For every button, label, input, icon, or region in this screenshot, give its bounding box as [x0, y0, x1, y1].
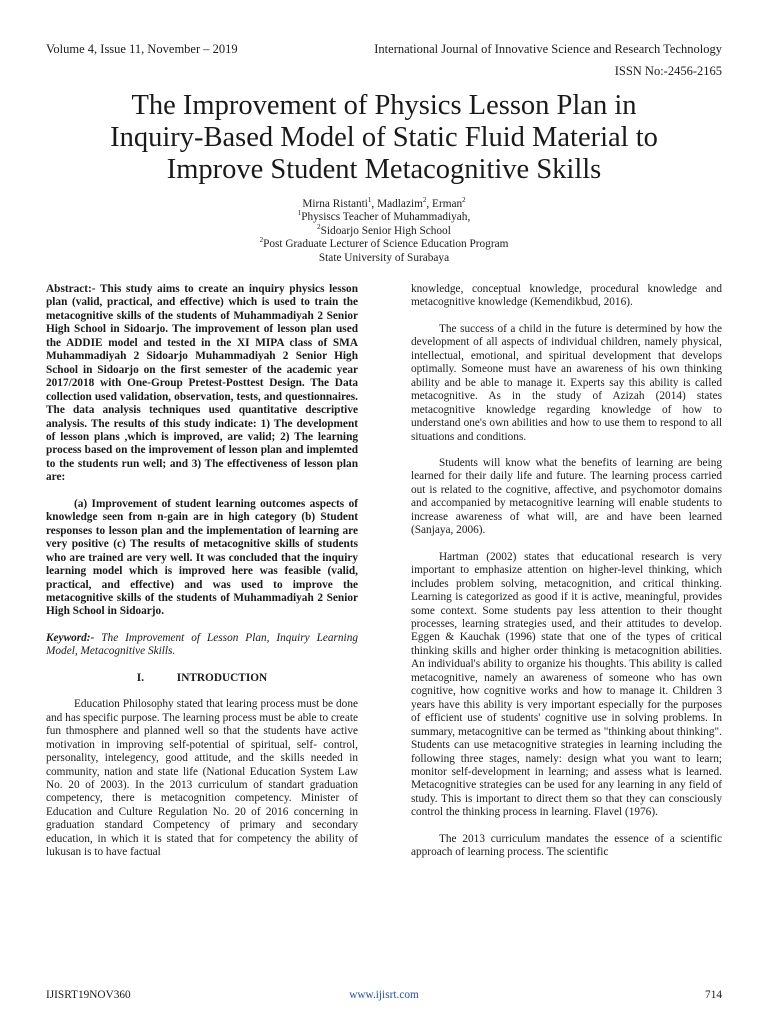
affiliation-1 [0, 211, 768, 224]
section-heading-introduction [46, 672, 358, 685]
header-issn: ISSN No:-2456-2165 [614, 64, 722, 78]
affiliation-2-sup: 2 [259, 236, 264, 245]
affiliation-1-sup: 1 [297, 209, 302, 218]
affiliation-1b-sup: 2 [317, 223, 321, 232]
author-names: Mirna Ristanti$^1$, Madlazim$^2$, Erman$^2$ [302, 196, 466, 210]
keywords-text: The Improvement of Lesson Plan, Inquiry Learning Model, Metacognitive Skills. [46, 631, 358, 658]
right-column [411, 283, 722, 860]
author-2: Madlazim [377, 198, 423, 210]
affiliation-1-text: Physiscs Teacher of Muhammadiyah, [301, 211, 471, 224]
keywords [46, 632, 358, 659]
author-2-sup: 2 [422, 196, 427, 205]
author-1: Mirna Ristanti [302, 198, 368, 210]
title-line-2: Inquiry-Based Model of Static Fluid Material to [110, 122, 658, 153]
author-1-sup: 1 [367, 196, 372, 205]
left-column [46, 283, 358, 860]
right-paragraph-1: The success of a child in the future is determined by how the development of all aspects of individual children, namely physical, intellectual, emotional, and spiritual development that develops optimally. Someone must have an awareness of his own thinking ability and be able to manage it. Experts say this ability is called metacognitive. As in the study of Azizah (2014) states metacognitive knowledge regarding knowledge of how to understand one's own abilities and how to use them to respond to all situations and conditions. [411, 322, 722, 443]
right-paragraph-0: knowledge, conceptual knowledge, procedural knowledge and metacognitive knowledge (Kemendikbud, 2016). [411, 283, 722, 309]
author-block [0, 198, 768, 265]
affiliation-1b [0, 225, 768, 238]
right-paragraph-4: The 2013 curriculum mandates the essence of a scientific approach of learning process. The scientific [411, 832, 722, 859]
affiliation-2-text: Post Graduate Lecturer of Science Education Program [263, 238, 509, 251]
section-title: INTRODUCTION [176, 671, 268, 684]
affiliation-3: State University of Surabaya [318, 251, 450, 264]
paper-title [30, 90, 738, 186]
header-volume: Volume 4, Issue 11, November – 2019 [46, 42, 238, 56]
footer-article-id: IJISRT19NOV360 [46, 989, 131, 1001]
keywords-label: Keyword:- [46, 631, 95, 644]
author-3: Erman [432, 198, 463, 210]
title-line-1: The Improvement of Physics Lesson Plan in [131, 90, 637, 121]
affiliation-2 [0, 238, 768, 251]
author-3-sup: 2 [462, 196, 466, 205]
header-journal: International Journal of Innovative Science and Research Technology [374, 42, 722, 56]
footer-website-link[interactable]: www.ijisrt.com [349, 989, 419, 1001]
abstract-paragraph-1: Abstract:- This study aims to create an inquiry physics lesson plan (valid, practical, and effective) which is used to train the metacognitive skills of the students of Muhammadiyah 2 Senior High School in Sidoarjo. The improvement of lesson plan used the ADDIE model and tested in the XI MIPA class of SMA Muhammadiyah 2 Sidoarjo Muhammadiyah 2 Senior High School in Sidoarjo on the first semester of the academic year 2017/2018 with One-Group Pretest-Posttest Design. The Data collection used validation, observation, tests, and questionnaires. The data analysis techniques used quantitative descriptive analysis. The results of this study indicate: 1) The development of lesson plans ,which is improved, are valid; 2) The learning process based on the improvement of lesson plan and implemted to the students run well; and 3) The effectiveness of lesson plan are: [46, 283, 358, 484]
section-number: I. [136, 671, 145, 684]
title-line-3: Improve Student Metacognitive Skills [166, 154, 602, 185]
right-paragraph-2: Students will know what the benefits of learning are being learned for their daily life and future. The learning process carried out is related to the cognitive, affective, and psychomotor domains and accompanied by metacognitive learning will enable students to increase awareness of what will, are and have been learned (Sanjaya, 2006). [411, 456, 722, 537]
footer-page-number: 714 [705, 989, 722, 1001]
affiliation-1b-text: Sidoarjo Senior High School [320, 224, 451, 237]
abstract-paragraph-2: (a) Improvement of student learning outcomes aspects of knowledge seen from n-gain are in high category (b) Student responses to lesson plan and the implementation of learning are very positive (c) The results of metacognitive skills of students who are trained are very well. It was concluded that the inquiry learning model which is improved here was feasible (valid, practical, and effective) and was used to improve the metacognitive skills of the students of Muhammadiyah 2 Senior High School in Sidoarjo. [46, 497, 358, 618]
intro-paragraph-1: Education Philosophy stated that learing process must be done and has specific purpose. The learning process must be able to create fun thmosphere and planned well so that the students have active motivation in improving self-potential of spiritual, self- control, personality, intelegency, good attitude, and the skills needed in community, nation and state life (National Education System Law No. 20 of 2003). In the 2013 curriculum of standart graduation competency, there is metacognition competency. Minister of Education and Culture Regulation No. 20 of 2016 concerning in graduation standard Competency of primary and secondary education, in which it is stated that for competency the ability of lukusan is to have factual [46, 698, 358, 859]
right-paragraph-3: Hartman (2002) states that educational research is very important to emphasize attention on higher-level thinking, which includes problem solving, metacognition, and critical thinking. Learning is categorized as good if it is active, meaningful, provides some context. Some students pay less attention to their thought processes, learning strategies used, and their attitudes to develop. Eggen & Kauchak (1996) state that one of the types of critical thinking skills and higher order thinking is metacognition abilities. An individual's ability to organize his thoughts. This ability is called metacognitive, namely an awareness of someone who has own cognitive, how cognitive works and how to manage it. Children 3 years have this ability is very important especially for the purposes of efficient use of students' cognitive use in solving problems. In summary, metacognitive can be termed as "thinking about thinking". Students can use metacognitive strategies in learning including the following three stages, namely: design what you want to learn; monitor self-development in learning; and assess what is learned. Metacognitive strategies can be used for any learning in any field of study. This is important to direct them so that they can consciously control the thinking process in learning. Flavel (1976). [411, 550, 722, 819]
